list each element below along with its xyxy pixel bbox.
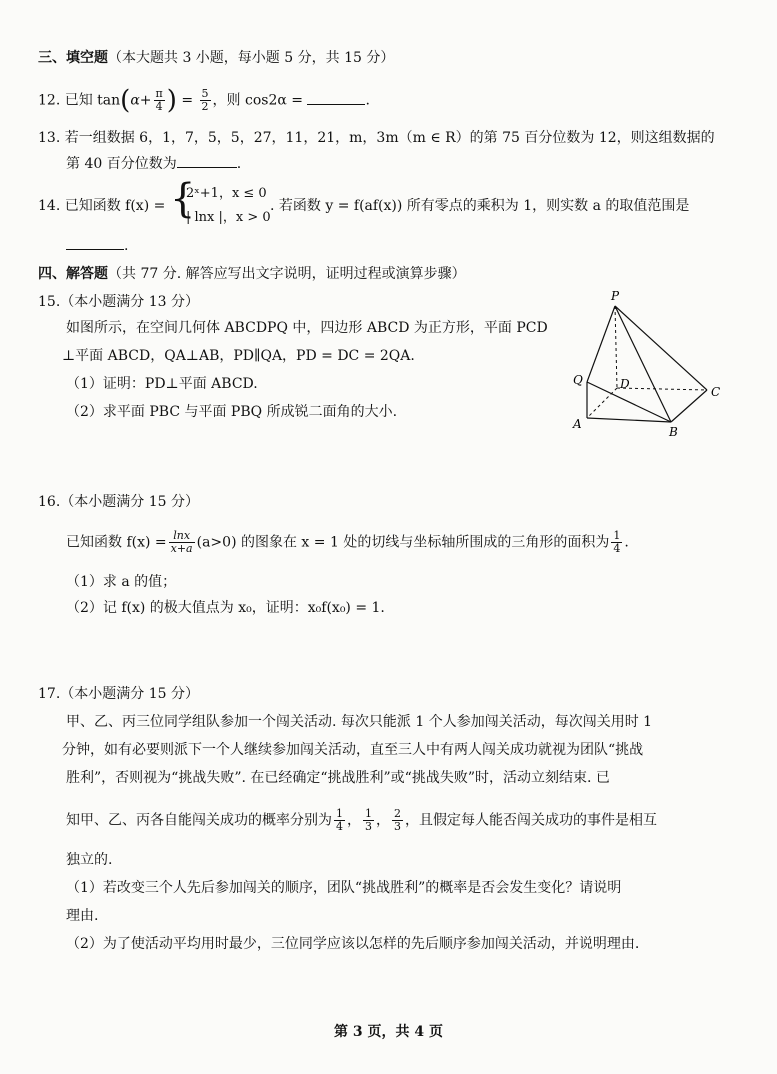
edge-AB (587, 418, 671, 422)
q17-sep-1: ， (347, 812, 361, 829)
q17-prob-jia-den: 4 (336, 820, 343, 833)
point-label-B: B (669, 425, 678, 439)
q17-prob-jia (334, 808, 345, 833)
q16-fraction (169, 530, 195, 555)
q15-geometry-figure (565, 288, 735, 440)
q17-line-5: 独立的. (66, 852, 113, 868)
q12-five: 5 (201, 87, 209, 100)
q13-end: . (236, 156, 242, 172)
edge-PQ (587, 306, 615, 382)
q16-stem-middle: (a>0) 的图象在 x = 1 处的切线与坐标轴所围成的三角形的面积为 (196, 534, 610, 551)
edge-PD (615, 306, 617, 388)
q14-answer-line (66, 236, 128, 256)
point-label-P: P (611, 289, 620, 303)
q16-denominator: x+a (170, 542, 193, 555)
point-label-C: C (711, 385, 721, 399)
q15-line-1: 如图所示，在空间几何体 ABCDPQ 中，四边形 ABCD 为正方形，平面 PCD (66, 320, 548, 336)
q17-line-2: 分钟，如有必要则派下一个人继续参加闯关活动，直至三人中有两人闯关成功就视为团队“挑战 (62, 742, 644, 758)
section-3-title: 三、填空题 (38, 50, 108, 66)
q12-tail: ，则 cos2α = (212, 92, 303, 109)
edge-BC (671, 390, 707, 422)
q12-right-paren: ) (166, 85, 177, 116)
q16-stem (66, 530, 629, 555)
q12-equals: = (176, 92, 198, 109)
q15-part-1: （1）证明：PD⊥平面 ABCD. (66, 376, 258, 392)
q13-line-2 (66, 154, 241, 174)
q17-part-2: （2）为了使活动平均用时最少，三位同学应该以怎样的先后顺序参加闯关活动，并说明理由. (66, 936, 640, 952)
q16-part-2: （2）记 f(x) 的极大值点为 x₀，证明：x₀f(x₀) = 1. (66, 600, 385, 616)
q13-line-2-text: 第 40 百分位数为 (66, 156, 177, 172)
q17-line-4-start: 知甲、乙、丙各自能闯关成功的概率分别为 (66, 812, 332, 829)
section-4-note: （共 77 分. 解答应写出文字说明，证明过程或演算步骤） (108, 266, 466, 282)
edge-DA (587, 388, 617, 418)
point-label-Q: Q (573, 373, 583, 387)
q17-prob-yi (363, 808, 374, 833)
q17-prob-jia-num: 1 (336, 807, 343, 820)
q14-answer-blank[interactable] (66, 249, 124, 250)
q15-part-2: （2）求平面 PBC 与平面 PBQ 所成锐二面角的大小. (66, 404, 398, 420)
q12-left-paren: ( (120, 85, 131, 116)
q17-line-1: 甲、乙、丙三位同学组队参加一个闯关活动. 每次只能派 1 个人参加闯关活动，每次闯关用时 1 (66, 714, 653, 730)
question-12 (38, 85, 370, 116)
q12-answer-blank[interactable] (307, 104, 365, 105)
q17-heading: 17.（本小题满分 15 分） (38, 686, 199, 702)
edge-DC (617, 388, 707, 390)
q17-prob-bing-den: 3 (394, 820, 401, 833)
edge-PB (615, 306, 671, 422)
q16-area-fraction (611, 530, 622, 555)
q12-pi-over-4 (154, 88, 165, 113)
section-3-heading (38, 48, 394, 68)
q17-line-4 (66, 808, 657, 833)
q16-numerator: lnx (169, 530, 195, 543)
q14-case-1: 2ˣ+1，x ≤ 0 (186, 186, 267, 201)
q12-stem: 12. 已知 (38, 92, 93, 109)
q14-end: . (124, 238, 129, 254)
q12-four: 4 (155, 100, 163, 113)
q17-prob-yi-den: 3 (365, 820, 372, 833)
q17-line-3: 胜利”，否则视为“挑战失败”. 在已经确定“挑战胜利”或“挑战失败”时，活动立刻结束. 已 (66, 770, 610, 786)
q14-stem: 14. 已知函数 f(x) = (38, 198, 166, 214)
q12-alpha: α+ (130, 92, 152, 109)
q17-part-1-cont: 理由. (66, 908, 99, 924)
q17-part-1: （1）若改变三个人先后参加闯关的顺序，团队“挑战胜利”的概率是否会发生变化？请说明 (66, 880, 622, 896)
q14-brace: { (170, 176, 196, 222)
q14-condition: . 若函数 y = f(af(x)) 所有零点的乘积为 1，则实数 a 的取值范围是 (270, 198, 690, 214)
q16-area-numerator: 1 (613, 529, 621, 542)
section-3-note: （本大题共 3 小题，每小题 5 分，共 15 分） (108, 50, 395, 66)
q16-area-denominator: 4 (613, 542, 621, 555)
point-label-D: D (620, 377, 630, 391)
q15-heading: 15.（本小题满分 13 分） (38, 294, 199, 310)
q17-sep-2: ， (376, 812, 390, 829)
q17-prob-yi-num: 1 (365, 807, 372, 820)
q16-heading: 16.（本小题满分 15 分） (38, 494, 199, 510)
q16-part-1: （1）求 a 的值； (66, 574, 177, 590)
q15-line-2: ⊥平面 ABCD，QA⊥AB，PD∥QA，PD = DC = 2QA. (62, 348, 415, 364)
q17-prob-bing (392, 808, 403, 833)
q13-answer-blank[interactable] (177, 167, 237, 168)
q17-line-4-end: ，且假定每人能否闯关成功的事件是相互 (405, 812, 657, 829)
q17-prob-bing-num: 2 (394, 807, 401, 820)
q16-end: . (624, 534, 629, 551)
section-4-heading (38, 264, 466, 284)
q13-line-1: 13. 若一组数据 6，1，7，5，5，27，11，21，m，3m（m ∈ R）的第 75 百分位数为 12，则这组数据的 (38, 130, 715, 146)
q12-five-halves (200, 88, 211, 113)
q12-two: 2 (201, 100, 209, 113)
q12-end: . (365, 92, 370, 109)
q12-pi: π (155, 87, 163, 100)
point-label-A: A (573, 417, 582, 431)
q12-tan: tan (97, 92, 121, 109)
q16-stem-start: 已知函数 f(x) = (66, 534, 167, 551)
page-footer: 第 3 页，共 4 页 (334, 1024, 443, 1040)
q14-case-2: | lnx |，x > 0 (186, 210, 271, 225)
section-4-title: 四、解答题 (38, 266, 108, 282)
